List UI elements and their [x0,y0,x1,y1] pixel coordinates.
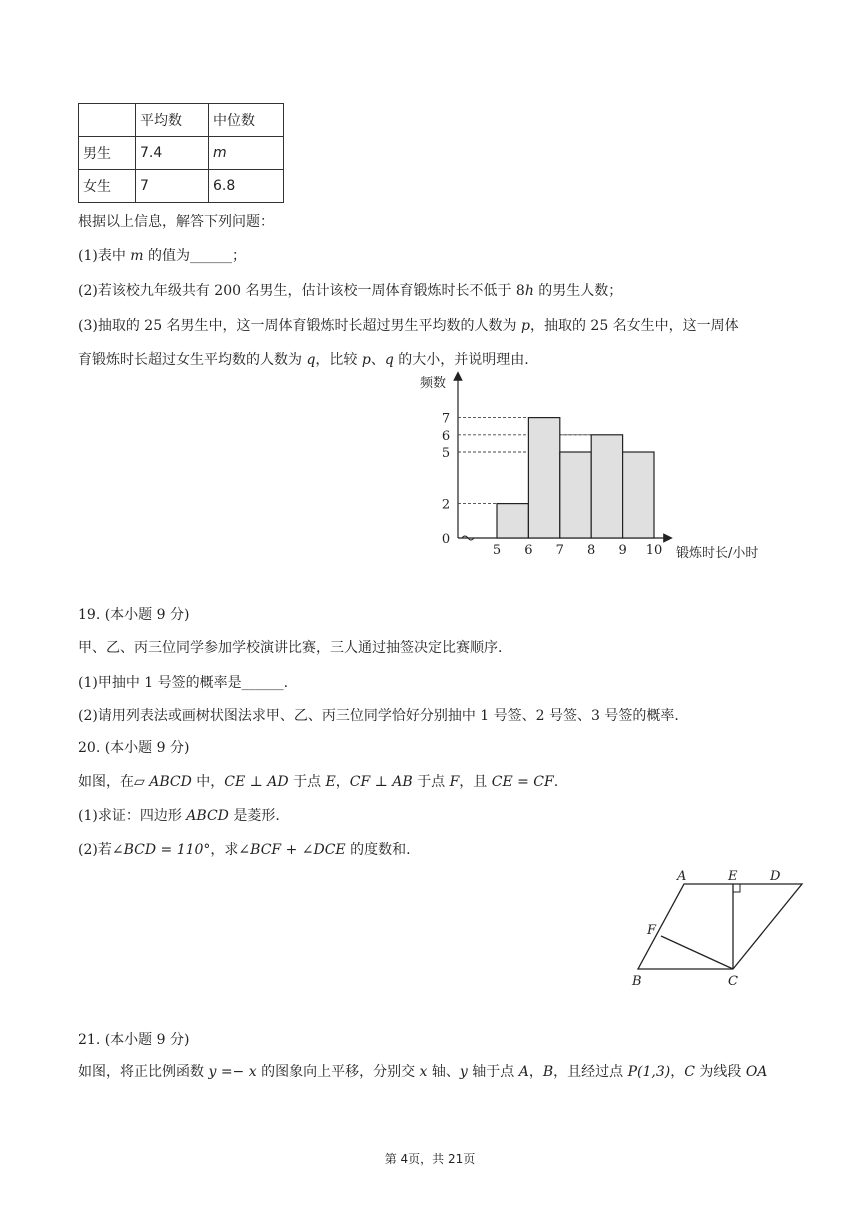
y-tick-label: 2 [441,497,451,513]
text: ，求 [210,842,239,858]
table-row [79,170,284,203]
text: 的大小，并说明理由. [393,352,529,368]
text: ，抽取的 25 名女生中，这一周体 [529,318,739,334]
right-angle-mark [733,884,740,892]
q21-stem [78,1062,767,1082]
histogram-bar [560,452,591,538]
histogram-bar [497,504,528,538]
text: (2)若 [78,842,112,858]
text: (2)若该校九年级共有 200 名男生，估计该校一周体育锻炼时长不低于 8 [78,283,525,299]
segment-cf [661,936,733,969]
q20-part2 [78,840,411,860]
q21-title: 21. (本小题 9 分) [78,1032,190,1048]
math-expr: B [542,1064,554,1080]
table-cell [79,104,136,137]
math-var: h [524,283,534,299]
x-tick-label: 9 [618,543,627,558]
math-expr: OA [745,1064,768,1080]
q18-part3-line2 [78,350,529,370]
text: ， [528,1064,543,1080]
q19-part1: (1)甲抽中 1 号签的概率是______. [78,675,289,691]
text: 如图，在▱ [78,774,150,790]
y-tick-label: 7 [441,411,451,427]
math-expr: ∠BCD = 110° [111,842,211,858]
table-cell: 男生 [79,137,136,170]
histogram-bar [623,452,654,538]
q18-intro: 根据以上信息，解答下列问题： [78,214,274,230]
q19-part2: (2)请用列表法或画树状图法求甲、乙、丙三位同学恰好分别抽中 1 号签、2 号签、3 号签的概率. [78,708,679,724]
math-var: q [306,352,316,368]
text: 、 [370,352,385,368]
y-tick-label: 5 [441,446,451,461]
math-expr: P(1,3) [627,1064,671,1080]
stats-table [78,103,284,203]
math-expr: ∠BCF + ∠DCE [238,842,346,858]
text: ， [670,1064,685,1080]
text: 的图象向上平移，分别交 [256,1064,420,1080]
x-tick-label: 10 [645,543,663,558]
text: ， [335,774,350,790]
math-expr: CE = CF [491,774,554,790]
text: ，且经过点 [553,1064,628,1080]
q18-part3-line1 [78,316,739,336]
point-label-a: A [677,869,687,884]
text: 为线段 [694,1064,746,1080]
math-expr: F [449,774,460,790]
text: 轴、 [427,1064,460,1080]
parallelogram-figure [620,862,800,992]
y-axis-label: 频数 [420,376,447,391]
text: ，比较 [315,352,362,368]
histogram-chart [410,368,790,568]
point-label-b: B [632,974,642,989]
text: 的值为______； [143,248,247,264]
parallelogram-abcd [638,884,802,969]
table-cell: 女生 [79,170,136,203]
histogram-bar [591,435,622,538]
table-cell: 中位数 [209,104,284,137]
x-tick-label: 6 [524,543,533,558]
text: 中， [191,774,225,790]
math-var: p [521,318,530,334]
q18-part2 [78,281,622,301]
y-tick-labels [442,412,450,547]
page-footer: 第 4页，共 21页 [384,1152,476,1166]
q18-part1 [78,246,246,266]
math-expr: E [325,774,336,790]
text: 育锻炼时长超过女生平均数的人数为 [78,352,307,368]
text: 于点 [412,774,450,790]
q19-title: 19. (本小题 9 分) [78,607,190,623]
q20-part1 [78,806,280,826]
text: (1)表中 [78,248,131,264]
q20-title: 20. (本小题 9 分) [78,740,190,756]
text: (3)抽取的 25 名男生中，这一周体育锻炼时长超过男生平均数的人数为 [78,318,521,334]
bars [497,418,654,538]
math-expr: ABCD [186,808,229,824]
math-expr: y [459,1064,468,1080]
text: 的男生人数； [533,283,623,299]
table-cell: 7.4 [136,137,209,170]
text: 如图，将正比例函数 [78,1064,209,1080]
q20-stem [78,772,558,792]
math-expr: CE ⊥ AD [224,774,289,790]
x-tick-label: 7 [555,543,564,558]
x-axis-label: 锻炼时长/小时 [676,546,759,561]
q19-stem: 甲、乙、丙三位同学参加学校演讲比赛，三人通过抽签决定比赛顺序. [78,640,503,656]
y-tick-label: 6 [441,428,451,444]
math-expr: CF ⊥ AB [349,774,413,790]
math-expr: x [419,1064,428,1080]
table-cell: m [209,137,284,170]
table-cell: 6.8 [209,170,284,203]
text: . [553,774,559,790]
table-row [79,137,284,170]
point-label-e: E [728,869,738,884]
x-tick-label: 8 [587,543,596,558]
table-header-row [79,104,284,137]
text: (1)求证：四边形 [78,808,187,824]
point-label-c: C [728,974,738,989]
point-label-f: F [647,923,657,938]
table-cell: 平均数 [136,104,209,137]
table-cell: 7 [136,170,209,203]
math-expr: ABCD [149,774,192,790]
math-var: m [130,248,144,264]
x-tick-labels [493,543,662,558]
point-label-d: D [770,869,781,884]
math-expr: A [518,1064,529,1080]
math-expr: y =− x [208,1064,257,1080]
text: 轴于点 [467,1064,519,1080]
math-var: q [384,352,394,368]
text: 是菱形. [228,808,280,824]
histogram-bar [528,418,559,538]
x-tick-label: 5 [492,543,502,558]
y-tick-label: 0 [441,532,451,547]
text: 的度数和. [345,842,411,858]
text: 于点 [288,774,326,790]
math-expr: C [684,1064,695,1080]
text: ，且 [459,774,492,790]
math-var: p [361,352,371,368]
